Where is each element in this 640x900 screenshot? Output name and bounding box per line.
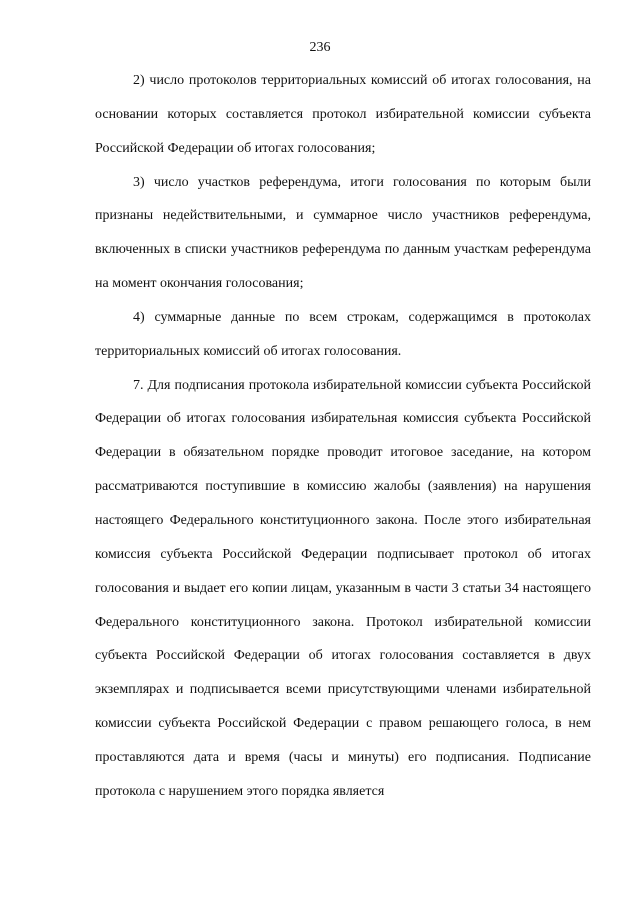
paragraph-item-2: 2) число протоколов территориальных комиссий об итогах голосования, на основании которых составляется протокол избирательной комиссии субъекта Российской Федерации об итогах голосования; bbox=[95, 73, 591, 156]
body-text bbox=[95, 64, 591, 809]
page-number: 236 bbox=[309, 40, 331, 55]
paragraph-item-3: 3) число участков референдума, итоги голосования по которым были признаны недействительными, и суммарное число участников референдума, включенных в списки участников референдума по данным участкам референдума на момент окончания голосования; bbox=[95, 174, 591, 292]
paragraph-item-4: 4) суммарные данные по всем строкам, содержащимся в протоколах территориальных комиссий об итогах голосования. bbox=[95, 309, 591, 359]
paragraph-part-7: 7. Для подписания протокола избирательной комиссии субъекта Российской Федерации об итогах голосования избирательная комиссия субъекта Российской Федерации в обязательном порядке проводит итоговое заседание, на котором рассматриваются поступившие в комиссию жалобы (заявления) на нарушения настоящего Федерального конституционного закона. После этого избирательная комиссия субъекта Российской Федерации подписывает протокол об итогах голосования и выдает его копии лицам, указанным в части 3 статьи 34 настоящего Федерального конституционного закона. Протокол избирательной комиссии субъекта Российской Федерации об итогах голосования составляется в двух экземплярах и подписывается всеми присутствующими членами избирательной комиссии субъекта Российской Федерации с правом решающего голоса, в нем проставляются дата и время (часы и минуты) его подписания. Подписание протокола с нарушением этого порядка является bbox=[95, 377, 591, 799]
